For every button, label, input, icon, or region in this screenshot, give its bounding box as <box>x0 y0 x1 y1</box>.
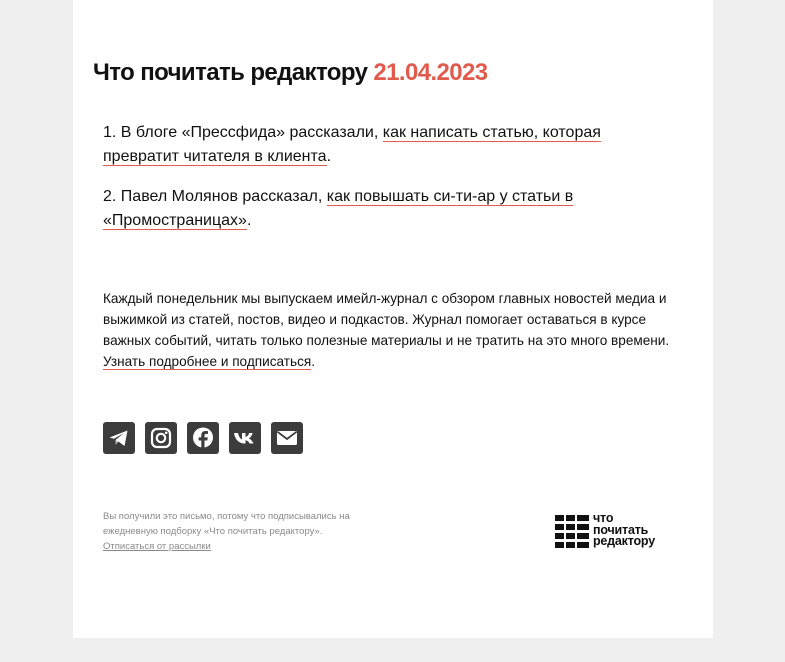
subscribe-link[interactable]: Узнать подробнее и подписаться <box>103 354 312 369</box>
about-paragraph <box>103 288 693 372</box>
logo-line: почитать <box>593 522 649 537</box>
title-text: Что почитать редактору <box>93 59 368 86</box>
telegram-icon[interactable] <box>103 422 135 454</box>
footer-text: Вы получили это письмо, потому что подписывались на ежедневную подборку «Что почитать редактору». <box>103 511 350 537</box>
logo-mark-icon <box>555 514 589 548</box>
logo-wordmark <box>593 513 655 548</box>
item-suffix: . <box>246 212 252 229</box>
list-item <box>103 121 623 169</box>
facebook-icon[interactable] <box>187 422 219 454</box>
page-title <box>93 58 488 88</box>
email-icon[interactable] <box>271 422 303 454</box>
unsubscribe-link[interactable]: Отписаться от рассылки <box>103 541 211 552</box>
instagram-icon[interactable] <box>145 422 177 454</box>
vk-icon[interactable] <box>229 422 261 454</box>
about-suffix: . <box>311 354 316 369</box>
item-suffix: . <box>326 148 332 165</box>
about-text: Каждый понедельник мы выпускаем имейл-журнал с обзором главных новостей медиа и выжимкой из статей, постов, видео и подкастов. Журнал помогает оставаться в курсе важных событий, читать только полезные материалы и не тратить на это много времени. <box>103 291 670 348</box>
footer-note <box>103 509 393 554</box>
issue-date: 21.04.2023 <box>373 59 488 86</box>
article-link[interactable]: как написать статью, которая превратит читателя в клиента <box>103 124 601 165</box>
list-item <box>103 185 623 233</box>
logo <box>555 512 685 549</box>
item-prefix: 1. В блоге «Прессфида» рассказали, <box>103 124 383 141</box>
email-card <box>73 0 713 638</box>
item-prefix: 2. Павел Молянов рассказал, <box>103 188 327 205</box>
social-links <box>103 422 303 454</box>
logo-line: что <box>593 511 614 526</box>
article-link[interactable]: как повышать си-ти-ар у статьи в «Промостраницах» <box>103 188 574 229</box>
logo-line: редактору <box>593 534 655 549</box>
